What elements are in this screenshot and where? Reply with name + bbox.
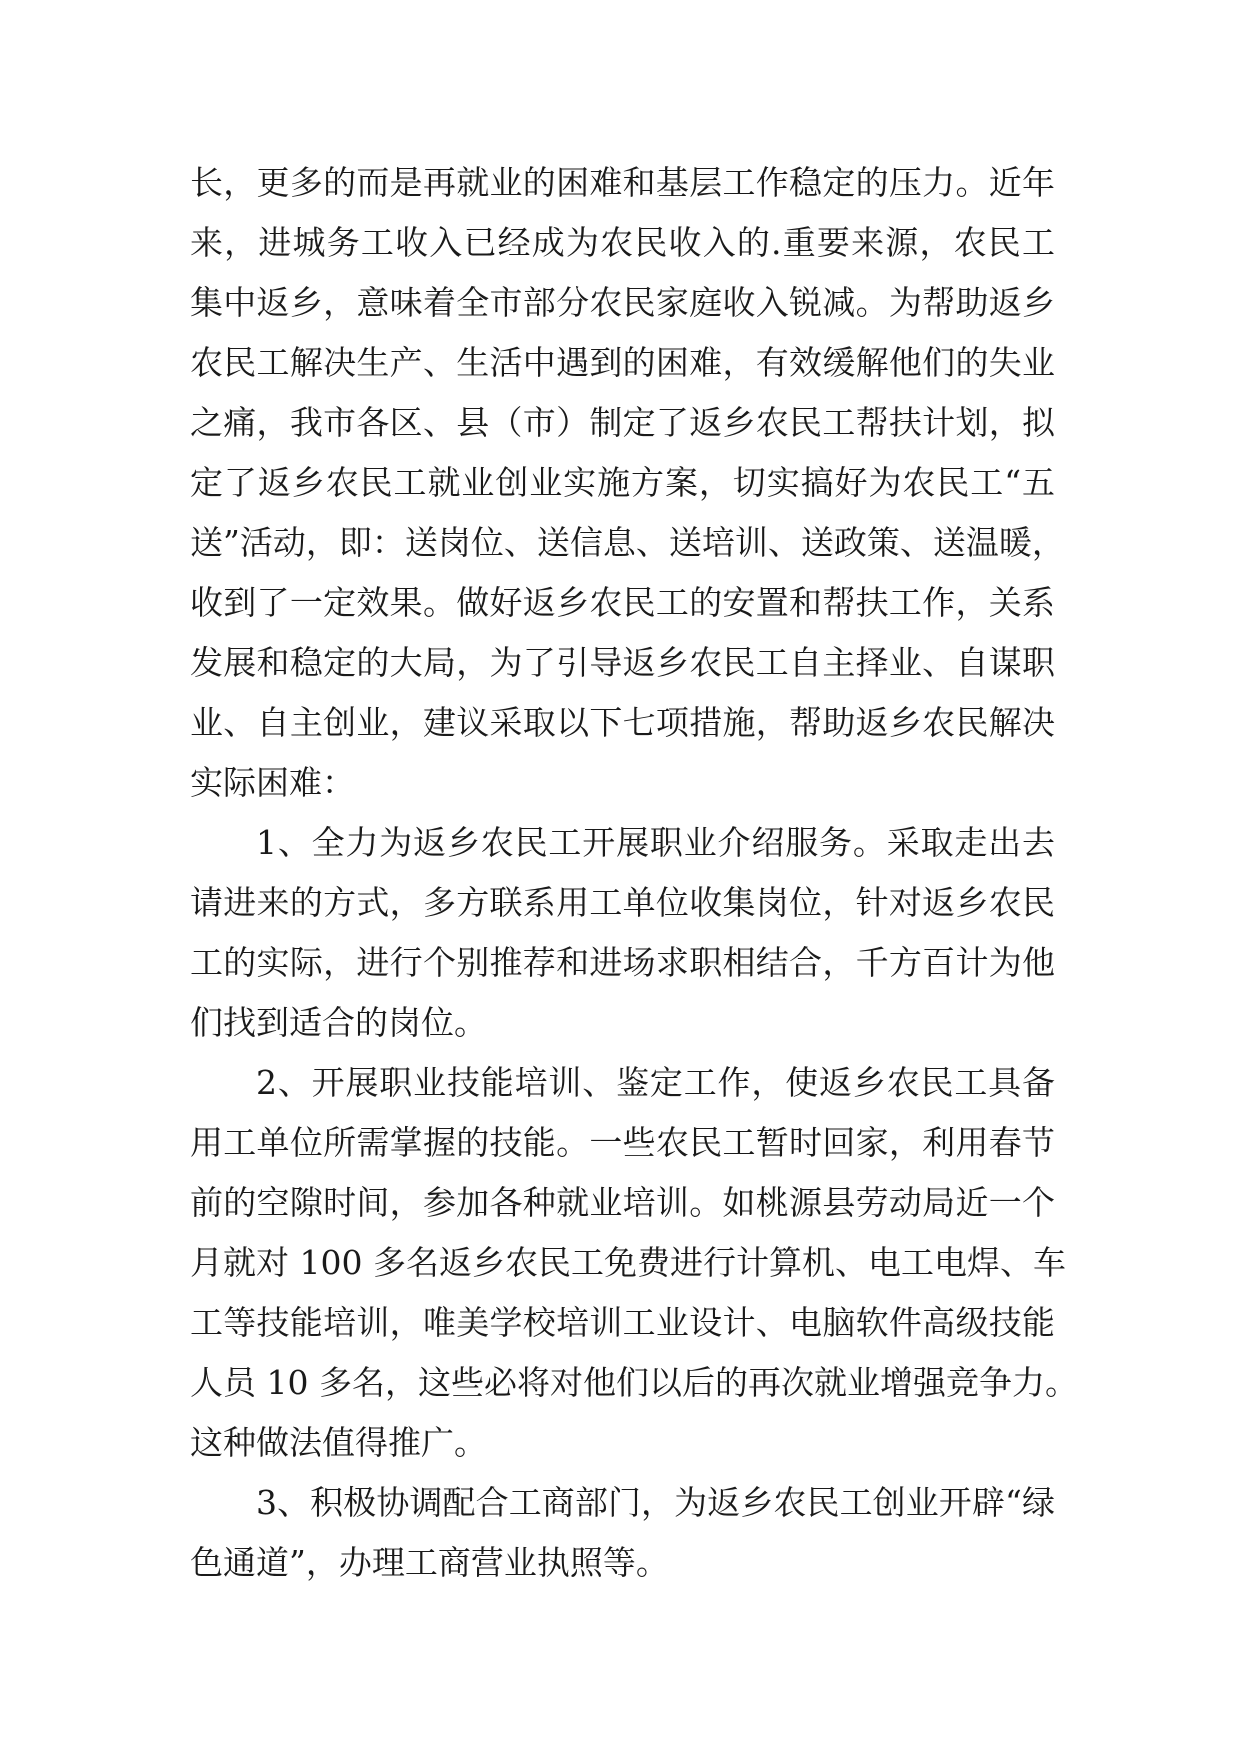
text-line: 定了返乡农民工就业创业实施方案，切实搞好为农民工“五	[190, 463, 1055, 502]
text-line: 请进来的方式，多方联系用工单位收集岗位，针对返乡农民	[190, 883, 1055, 922]
text-line: 前的空隙时间，参加各种就业培训。如桃源县劳动局近一个	[190, 1183, 1055, 1222]
body-text	[190, 153, 1078, 1593]
text-line: 人员 10 多名，这些必将对他们以后的再次就业增强竞争力。	[190, 1363, 1078, 1402]
text-line: 这种做法值得推广。	[190, 1423, 487, 1462]
text-line: 农民工解决生产、生活中遇到的困难，有效缓解他们的失业	[190, 343, 1055, 382]
text-line: 们找到适合的岗位。	[190, 1003, 487, 1042]
text-line: 集中返乡，意味着全市部分农民家庭收入锐减。为帮助返乡	[190, 283, 1055, 322]
text-line: 业、自主创业，建议采取以下七项措施，帮助返乡农民解决	[190, 703, 1055, 742]
text-line: 色通道”，办理工商营业执照等。	[190, 1543, 669, 1582]
text-line: 月就对 100 多名返乡农民工免费进行计算机、电工电焊、车	[190, 1243, 1066, 1282]
text-line: 之痛，我市各区、县（市）制定了返乡农民工帮扶计划，拟	[190, 403, 1055, 442]
text-line: 1、全力为返乡农民工开展职业介绍服务。采取走出去	[256, 823, 1055, 862]
text-line: 工等技能培训，唯美学校培训工业设计、电脑软件高级技能	[190, 1303, 1055, 1342]
text-line: 长，更多的而是再就业的困难和基层工作稳定的压力。近年	[190, 163, 1055, 202]
text-line: 2、开展职业技能培训、鉴定工作，使返乡农民工具备	[256, 1063, 1055, 1102]
text-line: 用工单位所需掌握的技能。一些农民工暂时回家，利用春节	[190, 1123, 1055, 1162]
text-line: 收到了一定效果。做好返乡农民工的安置和帮扶工作，关系	[190, 583, 1055, 622]
text-line: 送”活动，即：送岗位、送信息、送培训、送政策、送温暖，	[190, 523, 1065, 562]
text-line: 来，进城务工收入已经成为农民收入的.重要来源，农民工	[190, 223, 1055, 262]
text-line: 工的实际，进行个别推荐和进场求职相结合，千方百计为他	[190, 943, 1055, 982]
text-line: 实际困难：	[190, 763, 355, 802]
text-line: 发展和稳定的大局，为了引导返乡农民工自主择业、自谋职	[190, 643, 1055, 682]
text-line: 3、积极协调配合工商部门，为返乡农民工创业开辟“绿	[256, 1483, 1055, 1522]
